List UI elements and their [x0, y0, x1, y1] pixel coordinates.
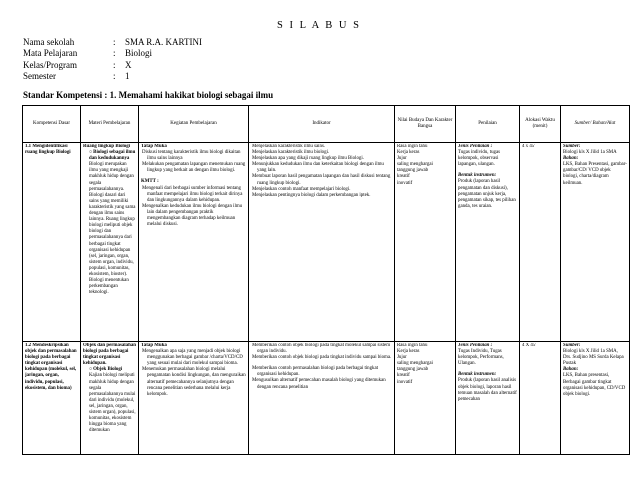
table-row: [23, 342, 630, 455]
bahan-items: LKS, Bahan presentasi, Berbagai gambar tingkat organisasi kehidupan, CD/VCD objek biologi.: [563, 373, 626, 397]
nilai-item: tanggung jawab: [397, 367, 429, 373]
meta-row-class: Kelas/Program : X: [23, 59, 132, 70]
kegiatan-item: Mengenali dari berbagai sumber informasi tentang manfaat mempelajari ilmu biologi terkait dirinya dan lingkungannya dalam kehidupan.: [142, 185, 243, 203]
kegiatan-head: Tatap Muka: [141, 144, 167, 149]
nilai-item: saling menghargai: [397, 162, 433, 168]
nilai-item: kreatif: [397, 373, 410, 379]
indikator-item: Membuat laporan hasil pengamatan lapangan dan hasil diskusi tentang ruang lingkup biologi.: [252, 174, 391, 186]
materi-body: Biologi merupakan ilmu yang mengkaji makhluk hidup dengan segala permasalahannya. Biologi dasari dari sains yang memiliki karakteristik yang sama dengan ilmu sains lainnya. Ruang lingkup biologi meliputi objek biologi dan permasalahannya dari berbagai tingkat organisasi kehidupan (sel, jaringan, organ, sistem organ, individu, populasi, komunitas, ekosistem, bioster). Biologi menentukan perkembangan teknologi.: [89, 162, 136, 296]
sumber-items: Biologi kls X Jilid 1a SMA, Drs. Sudjino MS Surda Kelapa Pustak: [563, 349, 624, 367]
nilai-cell: [395, 342, 456, 455]
bahan-items: LKS, Bahan Presentasi, gambar-gambar/CD/ VCD objek biologi, charta/diagram keilmuan.: [563, 162, 627, 186]
bentuk-items: Produk (laporan hasil pengamatan dan diskusi), pengamatan unjuk kerja, pengamatan sikap, tes pilihan ganda, tes uraian.: [458, 179, 516, 209]
kegiatan-item: Melakukan pengamatan lapangan menemukan ruang lingkup yang berkait an dengan ilmu biologi.: [142, 162, 246, 174]
meta-row-school: Nama sekolah : SMA R.A. KARTINI: [23, 37, 202, 47]
header-kd: Kompetensi Dasar: [23, 106, 81, 143]
nilai-item: tanggung jawab: [397, 168, 429, 174]
nilai-item: Jujur: [397, 355, 407, 361]
materi-title: Objek dan permasalahan biologi pada berbagai tingkat organisasi kehidupan.: [83, 343, 136, 367]
indikator-item: Menunjukkan kedudukan ilmu dan keterkaitan biologi dengan ilmu yang lain.: [252, 162, 384, 174]
bahan-head: Bahan:: [563, 156, 579, 162]
penilaian-head: Jenis Penilaian :: [458, 144, 493, 149]
nilai-item: Jujur: [397, 156, 407, 162]
materi-sub: ○ Objek Biologi: [89, 367, 123, 373]
meta-row-semester: Semester : 1: [23, 71, 130, 82]
penilaian-items: Tugas individu, tugas kelompok, observasi lapangan, ulangan.: [458, 150, 501, 168]
meta-row-subject: Mata Pelajaran : Biologi: [23, 48, 153, 59]
syllabus-table: [22, 105, 630, 455]
nilai-cell: [395, 143, 456, 342]
kd-cell: [23, 342, 81, 455]
nilai-item: inovatif: [397, 180, 413, 186]
kegiatan-item: Mengenalkan apa saja yang menjadi objek biologi menggunakan berbagai gambar /charta/VCD/CD yang sesuai mulai dari molekul sampai bioma.: [142, 349, 243, 367]
nilai-item: Kerja keras: [397, 150, 420, 156]
waktu-text: 4 X 45': [522, 343, 537, 348]
indikator-item: Menjelaskan apa yang dikaji ruang lingkup ilmu Biologi.: [252, 156, 364, 162]
bahan-head: Bahan:: [563, 367, 579, 373]
school-info: [23, 37, 202, 83]
kd-cell: [23, 143, 81, 342]
kegiatan-item: Menemukan permasalahan biologi melalui pengamatan kondisi lingkungan, dan menguraikan alternatif pemecahannya selanjutnya dengan rencana penelitian sederhana melalui kerja kelompok.: [142, 367, 246, 397]
nilai-item: Rasa ingin tahu: [397, 343, 428, 348]
bentuk-head: Bentuk instrumen:: [458, 372, 497, 378]
materi-title: Ruang lingkup Biologi: [83, 144, 131, 149]
header-materi: Materi Pembelajaran: [81, 106, 139, 143]
table-row: [23, 143, 630, 342]
document-title: S I L A B U S: [277, 20, 361, 31]
table-header-row: [23, 106, 630, 143]
nilai-item: kreatif: [397, 174, 410, 180]
header-nilai: Nilai Budaya Dan Karakter Bangsa: [395, 106, 456, 143]
materi-body: Kajian biologi meliputi makhluk hidup dengan segala permasalahannya mulai dari individu (molekul, sel, jaringan, organ, sistem organ), populasi, komunitas, ekosistem hingga bioma yang ditemukan: [89, 373, 136, 434]
kegiatan-item: Diskusi tentang karakteristik ilmu biologi dikaitan ilmu sains lainnya: [142, 150, 241, 162]
penilaian-head: Jenis Penilaian :: [458, 343, 493, 348]
indikator-item: Menjelaskan karakteristik ilmu sains.: [252, 144, 326, 149]
header-alokasi: Alokasi Waktu (menit): [520, 106, 561, 143]
bentuk-head: Bentuk instrumen:: [458, 173, 497, 179]
indikator-item: Menjelaskan karakteristik ilmu biologi.: [252, 150, 330, 156]
materi-cell: [81, 342, 139, 455]
sumber-items: Biologi kls X Jilid 1a SMA: [563, 150, 617, 156]
competency-standard: Standar Kompetensi : 1. Memahami hakikat biologi sebagai ilmu: [23, 90, 274, 100]
header-penilaian: Penilaian: [456, 106, 520, 143]
indikator-item: Menjelaskan contoh manfaat mempelajari biologi.: [252, 186, 351, 192]
penilaian-cell: [456, 342, 520, 455]
kegiatan-cell: [139, 342, 249, 455]
nilai-item: inovatif: [397, 379, 413, 385]
indikator-cell: [249, 342, 395, 455]
penilaian-items: Tugas Individu, Tugas kelompok, Performans, Ulangan.: [458, 349, 504, 367]
sumber-head: Sumber:: [563, 343, 581, 348]
nilai-item: Rasa ingin tahu: [397, 144, 428, 149]
waktu-text: 4 x 45': [522, 144, 536, 149]
waktu-cell: [520, 342, 561, 455]
kd-text: 1.1 Mengidentifikasi ruang lingkup Biologi: [25, 144, 71, 156]
kegiatan-cell: [139, 143, 249, 342]
materi-sub: ○ Biologi sebagai ilmu dan kedudukannya: [89, 150, 136, 162]
indikator-item: Menjelaskan pentingnya biologi dalam perkembangan iptek.: [252, 192, 371, 198]
header-indikator: Indikator: [249, 106, 395, 143]
nilai-item: Kerja keras: [397, 349, 420, 355]
materi-cell: [81, 143, 139, 342]
sumber-cell: [561, 143, 630, 342]
indikator-item: Memberikan contoh permasalahan biologi pada berbagai tingkat organisasi kehidupan.: [252, 366, 379, 378]
kegiatan-head: KMTT :: [141, 179, 159, 185]
kegiatan-head: Tatap Muka: [141, 343, 167, 348]
kegiatan-item: Mengenalkan kedudukan ilmu biologi dengan ilmu lain dalam pengembangan praktik mengembangkan diagram terhadap keilmuan melalui diskusi.: [142, 203, 243, 228]
indikator-item: Mengusulkan alternatif pemecahan masalah biologi yang ditemukan dengan rencana penelitian: [252, 378, 386, 390]
header-sumber: Sumber/ Bahan/Alat: [561, 106, 630, 143]
sumber-head: Sumber:: [563, 144, 581, 149]
nilai-item: saling menghargai: [397, 361, 433, 367]
waktu-cell: [520, 143, 561, 342]
indikator-item: Memberikan contoh objek biologi pada tingkat molekul sampai sistem organ individu.: [252, 343, 390, 355]
indikator-item: Memberikan contoh objek biologi pada tingkat individu sampai bioma.: [252, 355, 392, 361]
kd-text: 1.2 Mendeskripsikan objek dan permasalahan biologi pada berbagai tingkat organisasi kehidupan (molekul, sel, jaringan, organ, individu, populasi, ekosistem, dan bioma): [25, 343, 77, 391]
sumber-cell: [561, 342, 630, 455]
penilaian-cell: [456, 143, 520, 342]
header-kegiatan: Kegiatan Pembelajaran: [139, 106, 249, 143]
indikator-cell: [249, 143, 395, 342]
bentuk-items: Produk (laporan hasil analisis objek biologi, laporan hasil temuan masalah dan alternatif pemecahan: [458, 378, 517, 402]
